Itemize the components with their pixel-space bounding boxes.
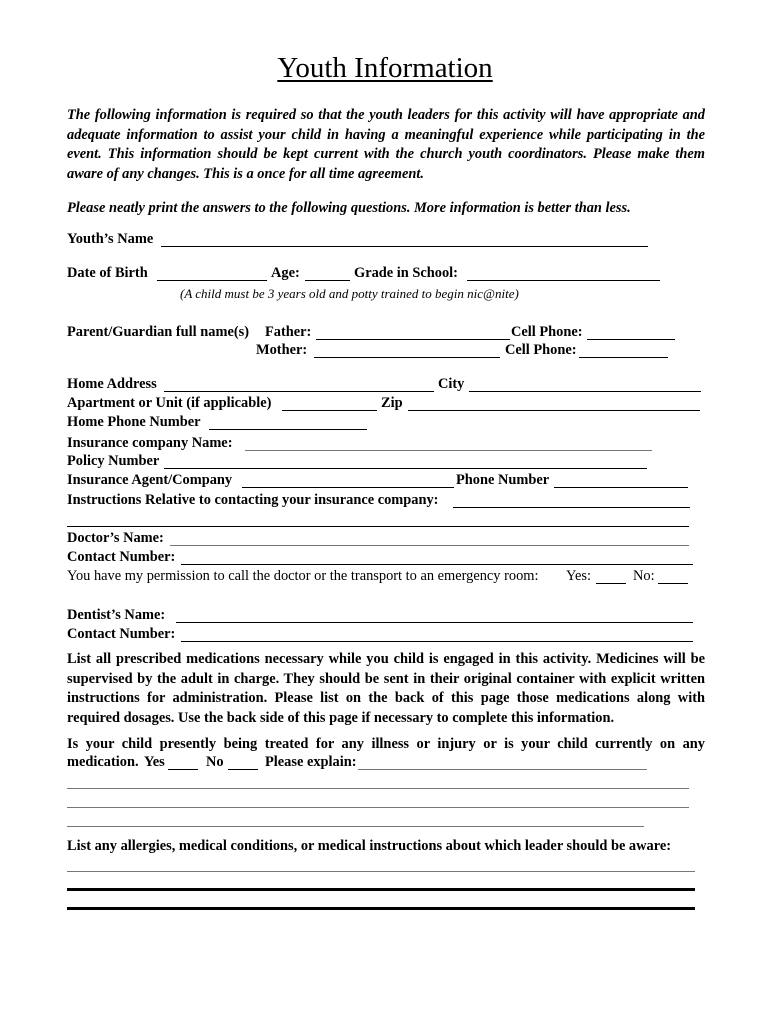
policy-number-label: Policy Number (67, 453, 160, 469)
zip-label: Zip (381, 395, 403, 411)
dob-field[interactable] (157, 280, 267, 281)
youth-name-label: Youth’s Name (67, 231, 154, 247)
age-requirement-note: (A child must be 3 years old and potty trained to begin nic@nite) (180, 286, 519, 301)
dentist-name-label: Dentist’s Name: (67, 607, 166, 623)
explain-line-2[interactable] (67, 788, 689, 789)
doctor-name-field[interactable] (170, 545, 689, 546)
home-phone-field[interactable] (209, 429, 367, 430)
permission-yes-field[interactable] (596, 583, 626, 584)
explain-line-4[interactable] (67, 826, 644, 827)
print-instructions: Please neatly print the answers to the following questions. More information is better than less. (67, 200, 631, 216)
medication-label: medication. (67, 754, 139, 770)
medication-yes-label: Yes (144, 754, 165, 770)
intro-paragraph: The following information is required so that the youth leaders for this activity will have appropriate and adequate information to assist your child in having a meaningful experience while participating in the event. This information should be kept current with the church youth coordinators. Please make them aware of any changes. This is a once for all time agreement. (67, 107, 705, 182)
phone-number-label: Phone Number (456, 472, 550, 488)
doctor-contact-label: Contact Number: (67, 549, 176, 565)
city-field[interactable] (469, 391, 701, 392)
father-field[interactable] (316, 339, 510, 340)
mother-field[interactable] (314, 357, 500, 358)
medication-yes-field[interactable] (168, 769, 198, 770)
insurance-instructions-label: Instructions Relative to contacting your insurance company: (67, 492, 439, 508)
allergies-line-1[interactable] (67, 871, 695, 872)
allergies-line-3[interactable] (67, 907, 695, 910)
youth-name-field[interactable] (161, 246, 648, 247)
insurance-company-label: Insurance company Name: (67, 435, 233, 451)
mother-cell-label: Cell Phone: (505, 342, 577, 358)
home-address-label: Home Address (67, 376, 157, 392)
medication-no-label: No (206, 754, 224, 770)
apartment-field[interactable] (282, 410, 377, 411)
insurance-instructions-field[interactable] (453, 507, 690, 508)
grade-label: Grade in School: (354, 265, 458, 281)
insurance-instructions-line-2[interactable] (67, 526, 689, 527)
explain-line-3[interactable] (67, 807, 689, 808)
apartment-label: Apartment or Unit (if applicable) (67, 395, 272, 411)
insurance-agent-field[interactable] (242, 487, 454, 488)
medication-no-field[interactable] (228, 769, 258, 770)
dentist-contact-field[interactable] (181, 641, 693, 642)
doctor-name-label: Doctor’s Name: (67, 530, 164, 546)
home-address-field[interactable] (164, 391, 434, 392)
home-phone-label: Home Phone Number (67, 414, 201, 430)
father-cell-field[interactable] (587, 339, 675, 340)
phone-number-field[interactable] (554, 487, 688, 488)
medications-paragraph: List all prescribed medications necessary while you child is engaged in this activity. Medicines will be supervised by the adult in charge. They should be sent in their original container with explicit written instructions for administration. Please list on the back of this page those medications along with required dosages. Use the back side of this page if necessary to complete this information. (67, 651, 705, 726)
policy-number-field[interactable] (164, 468, 647, 469)
doctor-contact-field[interactable] (181, 564, 693, 565)
insurance-agent-label: Insurance Agent/Company (67, 472, 233, 488)
permission-yes-label: Yes: (566, 568, 591, 584)
age-field[interactable] (305, 280, 350, 281)
age-label: Age: (271, 265, 300, 281)
permission-no-label: No: (633, 568, 655, 584)
permission-text: You have my permission to call the doctor or the transport to an emergency room: (67, 568, 539, 584)
dentist-contact-label: Contact Number: (67, 626, 176, 642)
parent-label: Parent/Guardian full name(s) (67, 324, 250, 340)
zip-field[interactable] (408, 410, 700, 411)
grade-field[interactable] (467, 280, 660, 281)
city-label: City (438, 376, 465, 392)
allergies-line-2[interactable] (67, 888, 695, 891)
treatment-question: Is your child presently being treated for any illness or injury or is your child currently on any (67, 736, 705, 752)
allergies-label: List any allergies, medical conditions, or medical instructions about which leader should be aware: (67, 838, 672, 854)
please-explain-label: Please explain: (265, 754, 357, 770)
insurance-company-field[interactable] (245, 450, 652, 451)
father-cell-label: Cell Phone: (511, 324, 583, 340)
mother-label: Mother: (256, 342, 308, 358)
dentist-name-field[interactable] (176, 622, 693, 623)
please-explain-field[interactable] (358, 769, 647, 770)
dob-label: Date of Birth (67, 265, 148, 281)
mother-cell-field[interactable] (579, 357, 668, 358)
permission-no-field[interactable] (658, 583, 688, 584)
father-label: Father: (265, 324, 312, 340)
page-title: Youth Information (277, 52, 493, 84)
